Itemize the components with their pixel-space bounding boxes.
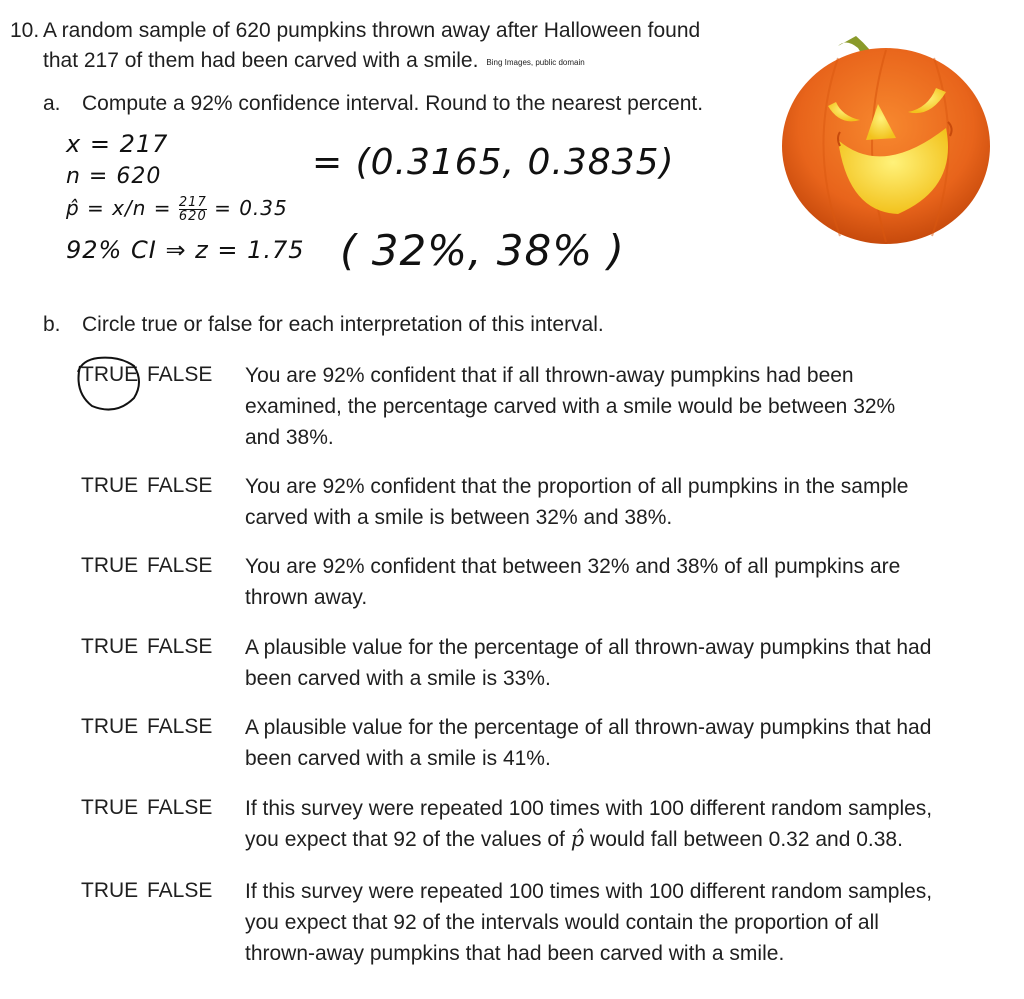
true-option[interactable]: TRUE	[81, 474, 139, 497]
true-false-4	[81, 635, 212, 659]
question-number: 10.	[10, 19, 40, 42]
statement-6-line-2	[245, 824, 1005, 855]
statement-1-line-1: You are 92% confident that if all thrown-away pumpkins had been	[245, 364, 854, 387]
statement-2	[245, 471, 1005, 533]
true-false-3	[81, 554, 212, 578]
true-option[interactable]: TRUE	[81, 554, 139, 577]
handwritten-phat-result: = 0.35	[214, 196, 288, 220]
false-option[interactable]: FALSE	[147, 715, 213, 738]
true-option[interactable]: TRUE	[81, 879, 139, 902]
true-option[interactable]: TRUE	[81, 715, 139, 738]
handwritten-ci-z: 92% CI ⇒ z = 1.75	[66, 236, 305, 264]
statement-6-line-1: If this survey were repeated 100 times with 100 different random samples,	[245, 797, 933, 820]
handwritten-phat	[66, 196, 288, 223]
p-hat-symbol: p̂	[570, 827, 585, 851]
true-option[interactable]: TRUE	[81, 635, 139, 658]
statement-5-line-1: A plausible value for the percentage of all thrown-away pumpkins that had	[245, 716, 932, 739]
statement-3-line-1: You are 92% confident that between 32% and 38% of all pumpkins are	[245, 555, 901, 578]
true-option[interactable]: TRUE	[81, 796, 139, 819]
hand-drawn-circle	[72, 352, 146, 414]
handwritten-interval-decimal: = (0.3165, 0.3835)	[312, 142, 675, 183]
true-false-2	[81, 474, 212, 498]
handwritten-interval-percent: ( 32%, 38% )	[340, 226, 625, 275]
statement-7-line-2: you expect that 92 of the intervals would contain the proportion of all	[245, 911, 879, 934]
statement-4-line-1: A plausible value for the percentage of all thrown-away pumpkins that had	[245, 636, 932, 659]
false-option[interactable]: FALSE	[147, 474, 213, 497]
statement-2-line-1: You are 92% confident that the proportion of all pumpkins in the sample	[245, 475, 909, 498]
handwritten-n: n = 620	[66, 164, 162, 189]
statement-4-line-2: been carved with a smile is 33%.	[245, 667, 551, 690]
statement-5-line-2: been carved with a smile is 41%.	[245, 747, 551, 770]
statement-5	[245, 712, 1005, 774]
part-a-label: a.	[43, 92, 61, 115]
part-b-label: b.	[43, 313, 61, 336]
statement-1-line-3: and 38%.	[245, 426, 334, 449]
statement-1	[245, 360, 1005, 453]
true-false-5	[81, 715, 212, 739]
statement-1-line-2: examined, the percentage carved with a smile would be between 32%	[245, 395, 896, 418]
false-option[interactable]: FALSE	[147, 635, 213, 658]
statement-7-line-1: If this survey were repeated 100 times with 100 different random samples,	[245, 880, 933, 903]
statement-6	[245, 793, 1005, 855]
question-line-2	[43, 49, 585, 73]
statement-3	[245, 551, 1005, 613]
statement-3-line-2: thrown away.	[245, 586, 368, 609]
true-false-7	[81, 879, 212, 903]
handwritten-fraction	[179, 196, 207, 223]
question-line-1: A random sample of 620 pumpkins thrown away after Halloween found	[43, 19, 701, 42]
handwritten-fraction-numerator: 217	[178, 195, 207, 210]
statement-4	[245, 632, 1005, 694]
handwritten-x: x = 217	[66, 130, 169, 158]
statement-2-line-2: carved with a smile is between 32% and 38%.	[245, 506, 673, 529]
part-b-prompt: Circle true or false for each interpretation of this interval.	[82, 313, 604, 336]
image-credit: Bing Images, public domain	[486, 58, 585, 67]
jack-o-lantern-image	[778, 28, 1018, 253]
false-option[interactable]: FALSE	[147, 796, 213, 819]
handwritten-fraction-denominator: 620	[178, 209, 207, 224]
statement-6-line-2-pre: you expect that 92 of the values of	[245, 828, 565, 851]
handwritten-phat-prefix: p̂ = x/n =	[66, 196, 172, 220]
true-false-6	[81, 796, 212, 820]
question-line-2-text: that 217 of them had been carved with a smile.	[43, 49, 479, 72]
statement-6-line-2-post: would fall between 0.32 and 0.38.	[590, 828, 903, 851]
statement-7-line-3: thrown-away pumpkins that had been carved with a smile.	[245, 942, 785, 965]
pumpkin-body	[782, 48, 990, 244]
false-option[interactable]: FALSE	[147, 363, 213, 386]
statement-7	[245, 876, 1005, 969]
false-option[interactable]: FALSE	[147, 879, 213, 902]
true-option[interactable]: TRUE	[81, 363, 139, 386]
false-option[interactable]: FALSE	[147, 554, 213, 577]
part-a-prompt: Compute a 92% confidence interval. Round to the nearest percent.	[82, 92, 704, 115]
